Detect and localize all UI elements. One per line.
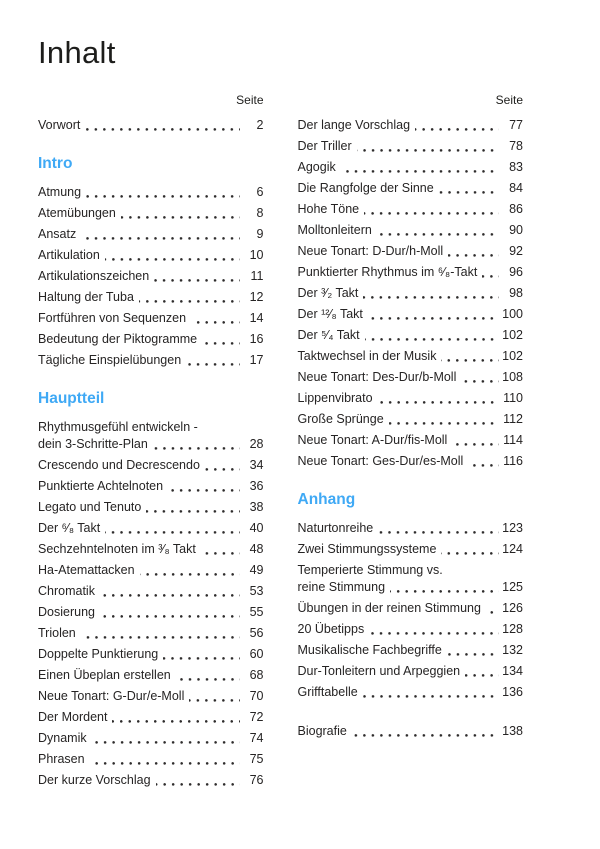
toc-entry — [38, 457, 264, 474]
toc-entry — [298, 327, 524, 344]
toc-entry-label: Agogik — [297, 160, 336, 175]
toc-columns — [38, 93, 523, 793]
toc-entry-label: Punktierte Achtelnoten — [38, 479, 164, 494]
section-heading: Hauptteil — [38, 390, 105, 408]
dot-leader — [368, 317, 499, 320]
dot-leader — [482, 275, 499, 278]
toc-entry — [38, 688, 264, 705]
toc-entry-page: 68 — [249, 668, 264, 683]
toc-entry-label: Der ⁶⁄₈ Takt — [38, 521, 101, 536]
toc-entry-label: Neue Tonart: Des-Dur/b-Moll — [297, 370, 457, 385]
toc-entry-page: 96 — [509, 265, 523, 280]
toc-entry-label: dein 3-Schritte-Plan — [38, 437, 148, 452]
toc-entry — [38, 289, 264, 306]
toc-entry — [298, 453, 524, 470]
toc-entry-page: 72 — [249, 710, 264, 725]
toc-entry — [38, 352, 264, 369]
dot-leader — [205, 468, 240, 471]
toc-entry-line — [298, 306, 524, 323]
dot-leader — [139, 300, 240, 303]
toc-entry-page: 48 — [249, 542, 264, 557]
toc-entry-label: 20 Übetipps — [297, 622, 365, 637]
toc-entry-page: 114 — [503, 433, 523, 448]
toc-entry-page: 8 — [256, 206, 264, 221]
toc-entry-page: 78 — [509, 139, 523, 154]
toc-entry — [38, 205, 264, 222]
toc-entry-line — [298, 348, 524, 365]
toc-entry-page: 12 — [249, 290, 264, 305]
toc-entry — [38, 730, 264, 747]
toc-entry-page: 38 — [249, 500, 264, 515]
dot-leader — [105, 258, 240, 261]
dot-leader — [447, 653, 499, 656]
toc-entry-page: 28 — [249, 437, 264, 452]
dot-leader — [352, 734, 499, 737]
dot-leader — [186, 363, 239, 366]
toc-entry-label: Neue Tonart: G-Dur/e-Moll — [38, 689, 185, 704]
toc-entry — [38, 541, 264, 558]
toc-entry — [38, 562, 264, 579]
toc-entry — [298, 348, 524, 365]
toc-entry-label: Phrasen — [38, 752, 85, 767]
toc-entry-label: Grifftabelle — [297, 685, 358, 700]
toc-entry-page: 136 — [502, 685, 523, 700]
toc-entry-label: Ansatz — [38, 227, 77, 242]
toc-entry-page: 100 — [502, 307, 523, 322]
dot-leader — [378, 401, 499, 404]
toc-entry-line — [298, 684, 524, 701]
toc-entry-label: Der ³⁄₂ Takt — [297, 286, 359, 301]
toc-entry — [38, 310, 264, 327]
toc-entry-line — [298, 453, 524, 470]
dot-leader — [465, 674, 499, 677]
toc-entry-line — [298, 327, 524, 344]
toc-entry — [298, 201, 524, 218]
toc-entry-label: Der ¹²⁄₈ Takt — [297, 307, 363, 322]
toc-entry-page: 123 — [502, 521, 523, 536]
page-title: Inhalt — [38, 35, 116, 70]
dot-leader — [85, 128, 239, 131]
dot-leader — [369, 632, 499, 635]
toc-entry-line — [38, 499, 264, 516]
toc-column-right-body — [298, 117, 524, 740]
dot-leader — [441, 359, 499, 362]
dot-leader — [377, 233, 499, 236]
toc-entry-label: Atemübungen — [38, 206, 116, 221]
toc-entry-page: 10 — [249, 248, 264, 263]
toc-entry — [298, 684, 524, 701]
toc-entry — [298, 285, 524, 302]
toc-column-left-body — [38, 117, 264, 789]
toc-entry — [38, 247, 264, 264]
toc-block — [38, 390, 264, 789]
toc-entry — [298, 432, 524, 449]
toc-entry-page: 76 — [249, 773, 264, 788]
toc-entry-line — [298, 541, 524, 558]
toc-entry — [38, 583, 264, 600]
toc-entry-page: 124 — [502, 542, 523, 557]
toc-entry-line — [38, 268, 264, 285]
toc-entry-page: 55 — [249, 605, 264, 620]
dot-leader — [176, 678, 240, 681]
dot-leader — [156, 783, 240, 786]
toc-entry-line — [38, 117, 264, 134]
toc-entry-line — [38, 730, 264, 747]
toc-entry-label: Neue Tonart: D-Dur/h-Moll — [297, 244, 444, 259]
dot-leader — [168, 489, 239, 492]
toc-entry-label: Naturtonreihe — [297, 521, 374, 536]
toc-entry-line — [298, 390, 524, 407]
toc-entry-label: Sechzehntelnoten im ³⁄₈ Takt — [38, 542, 196, 557]
toc-entry-line — [38, 562, 264, 579]
toc-entry-line — [38, 751, 264, 768]
toc-entry-line — [38, 604, 264, 621]
toc-entry-label: Dur-Tonleitern und Arpeggien — [297, 664, 461, 679]
toc-entry-line — [38, 289, 264, 306]
toc-entry-page: 16 — [249, 332, 264, 347]
toc-entry-page: 92 — [509, 244, 523, 259]
toc-entry-label: Artikulation — [38, 248, 100, 263]
toc-entry-line — [298, 285, 524, 302]
toc-entry — [38, 184, 264, 201]
toc-entry — [38, 331, 264, 348]
toc-entry — [298, 117, 524, 134]
dot-leader — [121, 216, 240, 219]
toc-entry-label: Bedeutung der Piktogramme — [38, 332, 198, 347]
toc-entry — [38, 117, 264, 134]
toc-entry-line — [298, 600, 524, 617]
dot-leader — [378, 531, 499, 534]
toc-entry-line — [38, 541, 264, 558]
toc-entry — [298, 243, 524, 260]
toc-entry-line — [298, 562, 524, 579]
toc-entry-page: 128 — [502, 622, 523, 637]
dot-leader — [448, 254, 499, 257]
dot-leader — [189, 699, 239, 702]
toc-entry-line — [38, 205, 264, 222]
toc-entry-line — [298, 432, 524, 449]
section-heading: Intro — [38, 155, 73, 173]
toc-entry-line — [298, 369, 524, 386]
toc-entry — [38, 268, 264, 285]
toc-entry — [38, 499, 264, 516]
toc-entry-page: 17 — [249, 353, 264, 368]
toc-entry-page: 40 — [249, 521, 264, 536]
toc-entry-page: 134 — [502, 664, 523, 679]
toc-entry-line — [298, 180, 524, 197]
toc-block — [298, 723, 524, 740]
toc-entry-label: Fortführen von Sequenzen — [38, 311, 187, 326]
toc-entry — [298, 222, 524, 239]
dot-leader — [154, 279, 239, 282]
toc-entry — [298, 138, 524, 155]
toc-entry — [38, 226, 264, 243]
toc-entry-line — [298, 621, 524, 638]
dot-leader — [81, 636, 240, 639]
dot-leader — [191, 321, 239, 324]
dot-leader — [112, 720, 239, 723]
toc-entry — [298, 369, 524, 386]
toc-entry-page: 9 — [256, 227, 264, 242]
toc-entry-label: Große Sprünge — [297, 412, 384, 427]
toc-entry-page: 6 — [256, 185, 264, 200]
toc-entry-line — [298, 201, 524, 218]
toc-entry-page: 83 — [509, 160, 523, 175]
toc-entry-line — [38, 688, 264, 705]
toc-entry-label: Hohe Töne — [297, 202, 360, 217]
dot-leader — [363, 695, 499, 698]
toc-entry-page: 110 — [503, 391, 523, 406]
toc-entry — [38, 646, 264, 663]
toc-entry-page: 98 — [509, 286, 523, 301]
toc-entry-label: Vorwort — [38, 118, 81, 133]
toc-entry — [298, 306, 524, 323]
dot-leader — [364, 212, 499, 215]
dot-leader — [486, 611, 499, 614]
toc-entry-label: Triolen — [38, 626, 76, 641]
dot-leader — [153, 447, 240, 450]
toc-block — [38, 155, 264, 369]
dot-leader — [90, 762, 240, 765]
toc-entry-line — [38, 478, 264, 495]
toc-entry-line — [38, 419, 264, 436]
dot-leader — [100, 594, 240, 597]
toc-entry-label: Rhythmusgefühl entwickeln - — [38, 420, 198, 435]
toc-entry — [298, 520, 524, 537]
toc-entry-page: 36 — [249, 479, 264, 494]
toc-entry-line — [298, 723, 524, 740]
toc-entry-label: Artikulationszeichen — [38, 269, 150, 284]
toc-entry-label: Doppelte Punktierung — [38, 647, 159, 662]
toc-entry-line — [298, 222, 524, 239]
toc-entry-line — [38, 667, 264, 684]
toc-entry-label: Der ⁵⁄₄ Takt — [297, 328, 360, 343]
dot-leader — [81, 237, 239, 240]
toc-entry — [38, 419, 264, 453]
toc-entry-label: Biografie — [297, 724, 347, 739]
toc-entry-label: Dosierung — [38, 605, 95, 620]
toc-entry-label: Der kurze Vorschlag — [38, 773, 151, 788]
toc-entry-label: Taktwechsel in der Musik — [297, 349, 437, 364]
toc-entry — [298, 180, 524, 197]
toc-entry-label: Haltung der Tuba — [38, 290, 134, 305]
toc-entry-line — [298, 579, 524, 596]
toc-entry-page: 14 — [249, 311, 264, 326]
dot-leader — [461, 380, 499, 383]
dot-leader — [363, 296, 499, 299]
toc-entry-label: Musikalische Fachbegriffe — [297, 643, 442, 658]
toc-entry-line — [38, 247, 264, 264]
toc-entry-page: 34 — [249, 458, 264, 473]
toc-entry-line — [298, 159, 524, 176]
dot-leader — [163, 657, 239, 660]
toc-block — [298, 117, 524, 470]
toc-entry-page: 74 — [249, 731, 264, 746]
toc-entry-label: Dynamik — [38, 731, 87, 746]
toc-entry-line — [38, 352, 264, 369]
toc-entry-page: 77 — [509, 118, 523, 133]
toc-entry-label: Einen Übeplan erstellen — [38, 668, 171, 683]
toc-entry-page: 125 — [502, 580, 523, 595]
dot-leader — [357, 149, 499, 152]
toc-entry-label: Neue Tonart: Ges-Dur/es-Moll — [297, 454, 464, 469]
toc-entry — [298, 642, 524, 659]
toc-entry — [298, 390, 524, 407]
toc-entry — [298, 621, 524, 638]
toc-entry — [298, 411, 524, 428]
dot-leader — [365, 338, 499, 341]
toc-entry-line — [298, 138, 524, 155]
dot-leader — [105, 531, 239, 534]
toc-entry-page: 84 — [509, 181, 523, 196]
toc-entry-page: 2 — [256, 118, 264, 133]
toc-entry-page: 112 — [503, 412, 523, 427]
dot-leader — [92, 741, 240, 744]
dot-leader — [390, 590, 499, 593]
toc-entry-label: Molltonleitern — [297, 223, 372, 238]
toc-entry — [298, 562, 524, 596]
toc-entry-label: Neue Tonart: A-Dur/fis-Moll — [297, 433, 448, 448]
toc-entry-line — [38, 226, 264, 243]
toc-entry-page: 90 — [509, 223, 523, 238]
toc-entry-line — [298, 411, 524, 428]
toc-entry-line — [298, 117, 524, 134]
toc-entry-label: Die Rangfolge der Sinne — [297, 181, 434, 196]
toc-entry-line — [38, 625, 264, 642]
dot-leader — [201, 552, 240, 555]
toc-entry-line — [38, 520, 264, 537]
toc-entry-page: 70 — [249, 689, 264, 704]
toc-entry — [38, 709, 264, 726]
toc-entry — [298, 723, 524, 740]
toc-entry-page: 102 — [502, 349, 523, 364]
dot-leader — [140, 573, 240, 576]
section-heading: Anhang — [297, 491, 356, 509]
dot-leader — [389, 422, 499, 425]
dot-leader — [146, 510, 239, 513]
page-column-label: Seite — [495, 93, 523, 108]
toc-entry-label: Punktierter Rhythmus im ⁶⁄₈-Takt — [297, 265, 478, 280]
toc-entry-line — [298, 663, 524, 680]
toc-entry-label: Chromatik — [38, 584, 95, 599]
toc-entry-line — [38, 310, 264, 327]
toc-entry-page: 138 — [502, 724, 523, 739]
toc-entry-label: Übungen in der reinen Stimmung — [297, 601, 481, 616]
toc-entry-label: Der Mordent — [38, 710, 108, 725]
dot-leader — [415, 128, 499, 131]
page-column-label: Seite — [236, 93, 264, 108]
toc-entry-page: 132 — [502, 643, 523, 658]
toc-entry — [38, 667, 264, 684]
toc-entry-page: 108 — [502, 370, 523, 385]
toc-entry — [38, 478, 264, 495]
toc-entry — [38, 772, 264, 789]
toc-entry-line — [38, 646, 264, 663]
toc-entry-page: 49 — [249, 563, 264, 578]
toc-entry-line — [38, 184, 264, 201]
toc-entry-label: Crescendo und Decrescendo — [38, 458, 200, 473]
dot-leader — [202, 342, 239, 345]
toc-entry-page: 116 — [503, 454, 523, 469]
toc-entry-line — [38, 583, 264, 600]
dot-leader — [441, 552, 499, 555]
toc-entry-page: 75 — [249, 752, 264, 767]
toc-entry-line — [38, 772, 264, 789]
toc-entry-page: 86 — [509, 202, 523, 217]
toc-entry-page: 102 — [502, 328, 523, 343]
dot-leader — [439, 191, 499, 194]
toc-block — [38, 117, 264, 134]
toc-block — [298, 491, 524, 701]
toc-entry-page: 11 — [250, 269, 264, 284]
toc-entry-line — [298, 243, 524, 260]
toc-entry-line — [38, 709, 264, 726]
toc-entry — [298, 663, 524, 680]
toc-entry-label: Tägliche Einspielübungen — [38, 353, 182, 368]
toc-entry-line — [38, 331, 264, 348]
toc-entry-page: 126 — [502, 601, 523, 616]
toc-entry — [298, 541, 524, 558]
toc-entry-label: Ha-Atemattacken — [38, 563, 135, 578]
toc-entry-line — [298, 520, 524, 537]
toc-entry — [38, 751, 264, 768]
toc-entry — [298, 159, 524, 176]
dot-leader — [100, 615, 240, 618]
toc-entry — [38, 520, 264, 537]
toc-entry-label: reine Stimmung — [297, 580, 386, 595]
dot-leader — [341, 170, 499, 173]
toc-entry-line — [38, 457, 264, 474]
toc-entry-page: 60 — [249, 647, 264, 662]
toc-entry-label: Lippenvibrato — [297, 391, 373, 406]
toc-entry — [298, 600, 524, 617]
toc-entry-line — [38, 436, 264, 453]
toc-entry-label: Atmung — [38, 185, 82, 200]
toc-entry — [38, 625, 264, 642]
toc-column-right — [298, 93, 524, 793]
toc-entry-label: Legato und Tenuto — [38, 500, 142, 515]
toc-entry-label: Zwei Stimmungssysteme — [297, 542, 437, 557]
toc-entry-page: 56 — [249, 626, 264, 641]
toc-entry-label: Der Triller — [297, 139, 352, 154]
toc-entry-label: Temperierte Stimmung vs. — [297, 563, 443, 578]
toc-entry-line — [298, 642, 524, 659]
toc-entry-line — [298, 264, 524, 281]
dot-leader — [86, 195, 239, 198]
toc-column-left — [38, 93, 264, 793]
dot-leader — [452, 443, 499, 446]
toc-entry-label: Der lange Vorschlag — [297, 118, 411, 133]
toc-entry-page: 53 — [249, 584, 264, 599]
dot-leader — [468, 464, 499, 467]
toc-entry — [298, 264, 524, 281]
toc-entry — [38, 604, 264, 621]
